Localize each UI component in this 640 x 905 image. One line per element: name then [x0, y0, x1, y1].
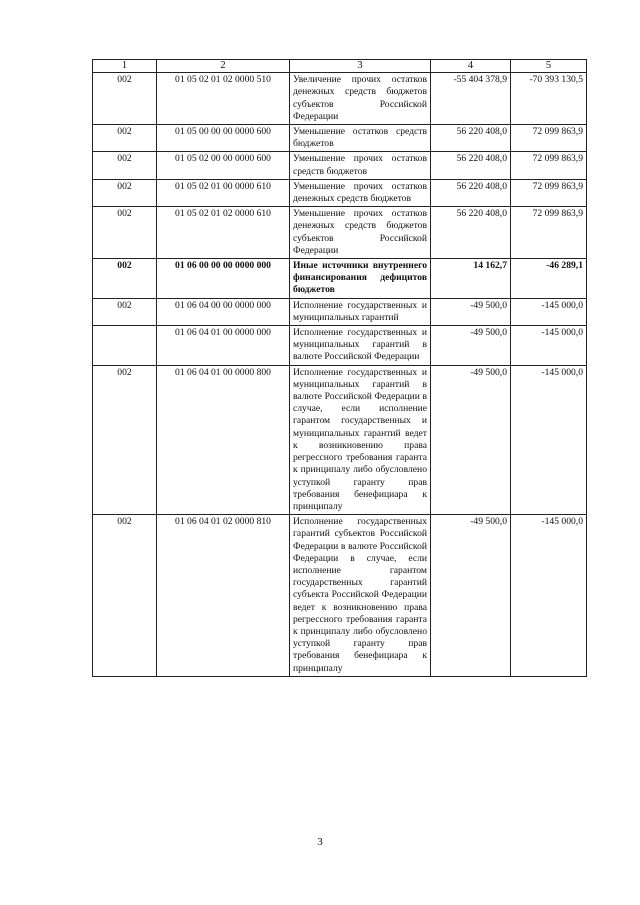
source-name-cell: Уменьшение прочих остатков денежных средств бюджетов субъектов Российской Федерации: [290, 207, 431, 259]
amount-cell-col5: -70 393 130,5: [511, 73, 587, 125]
admin-code-cell: 002: [93, 179, 157, 206]
source-name-cell: Уменьшение остатков средств бюджетов: [290, 125, 431, 152]
page-number: 3: [317, 836, 323, 848]
amount-cell-col4: -55 404 378,9: [431, 73, 511, 125]
admin-code-cell: 002: [93, 152, 157, 179]
source-name-cell: Исполнение государственных и муниципальных гарантий в валюте Российской Федерации в случае, если исполнение гарантом государственных и муниципальных гарантий ведет к возникновению права регрессного требования гаранта к принципалу либо обусловлено уступкой гаранту прав требования бенефициара к принципалу: [290, 365, 431, 514]
source-name-cell: Уменьшение прочих остатков средств бюджетов: [290, 152, 431, 179]
column-header: 3: [290, 60, 431, 73]
table-row: [93, 179, 587, 206]
column-header: 4: [431, 60, 511, 73]
table-row: [93, 326, 587, 366]
budget-code-cell: 01 06 04 01 00 0000 000: [157, 326, 290, 366]
budget-code-cell: 01 05 02 01 02 0000 510: [157, 73, 290, 125]
admin-code-cell: 002: [93, 515, 157, 677]
admin-code-cell: 002: [93, 207, 157, 259]
budget-code-cell: 01 06 04 01 02 0000 810: [157, 515, 290, 677]
column-header: 1: [93, 60, 157, 73]
budget-sources-table: [92, 59, 587, 677]
amount-cell-col4: 56 220 408,0: [431, 207, 511, 259]
amount-cell-col4: -49 500,0: [431, 365, 511, 514]
table-row: [93, 365, 587, 514]
amount-cell-col5: -145 000,0: [511, 326, 587, 366]
amount-cell-col5: 72 099 863,9: [511, 207, 587, 259]
amount-cell-col4: -49 500,0: [431, 515, 511, 677]
admin-code-cell: [93, 326, 157, 366]
budget-code-cell: 01 05 02 01 00 0000 610: [157, 179, 290, 206]
amount-cell-col5: 72 099 863,9: [511, 152, 587, 179]
amount-cell-col5: -46 289,1: [511, 259, 587, 299]
admin-code-cell: 002: [93, 73, 157, 125]
admin-code-cell: 002: [93, 298, 157, 325]
budget-code-cell: 01 05 02 01 02 0000 610: [157, 207, 290, 259]
table-row: [93, 125, 587, 152]
column-header: 2: [157, 60, 290, 73]
source-name-cell: Исполнение государственных и муниципальных гарантий: [290, 298, 431, 325]
table-row: [93, 73, 587, 125]
amount-cell-col4: 56 220 408,0: [431, 152, 511, 179]
table-row: [93, 207, 587, 259]
amount-cell-col5: -145 000,0: [511, 515, 587, 677]
amount-cell-col4: 14 162,7: [431, 259, 511, 299]
source-name-cell: Исполнение государственных и муниципальных гарантий в валюте Российской Федерации: [290, 326, 431, 366]
admin-code-cell: 002: [93, 365, 157, 514]
table-body: [93, 73, 587, 677]
budget-code-cell: 01 06 00 00 00 0000 000: [157, 259, 290, 299]
admin-code-cell: 002: [93, 259, 157, 299]
column-header: 5: [511, 60, 587, 73]
source-name-cell: Иные источники внутреннего финансирования дефицитов бюджетов: [290, 259, 431, 299]
budget-code-cell: 01 06 04 01 00 0000 800: [157, 365, 290, 514]
admin-code-cell: 002: [93, 125, 157, 152]
table-header-row: [93, 60, 587, 73]
amount-cell-col4: 56 220 408,0: [431, 125, 511, 152]
table-row: [93, 152, 587, 179]
amount-cell-col5: 72 099 863,9: [511, 179, 587, 206]
amount-cell-col5: -145 000,0: [511, 365, 587, 514]
source-name-cell: Увеличение прочих остатков денежных средств бюджетов субъектов Российской Федерации: [290, 73, 431, 125]
amount-cell-col4: 56 220 408,0: [431, 179, 511, 206]
table-row: [93, 259, 587, 299]
budget-code-cell: 01 06 04 00 00 0000 000: [157, 298, 290, 325]
amount-cell-col4: -49 500,0: [431, 298, 511, 325]
source-name-cell: Исполнение государственных гарантий субъектов Российской Федерации в валюте Российской Федерации в случае, если исполнение гарантом государственных гарантий субъекта Российской Федерации ведет к возникновению права регрессного требования гаранта к принципалу либо обусловлено уступкой гаранту прав требования бенефициара к принципалу: [290, 515, 431, 677]
budget-code-cell: 01 05 00 00 00 0000 600: [157, 125, 290, 152]
source-name-cell: Уменьшение прочих остатков денежных средств бюджетов: [290, 179, 431, 206]
budget-code-cell: 01 05 02 00 00 0000 600: [157, 152, 290, 179]
amount-cell-col5: 72 099 863,9: [511, 125, 587, 152]
table-row: [93, 515, 587, 677]
amount-cell-col4: -49 500,0: [431, 326, 511, 366]
amount-cell-col5: -145 000,0: [511, 298, 587, 325]
table-row: [93, 298, 587, 325]
